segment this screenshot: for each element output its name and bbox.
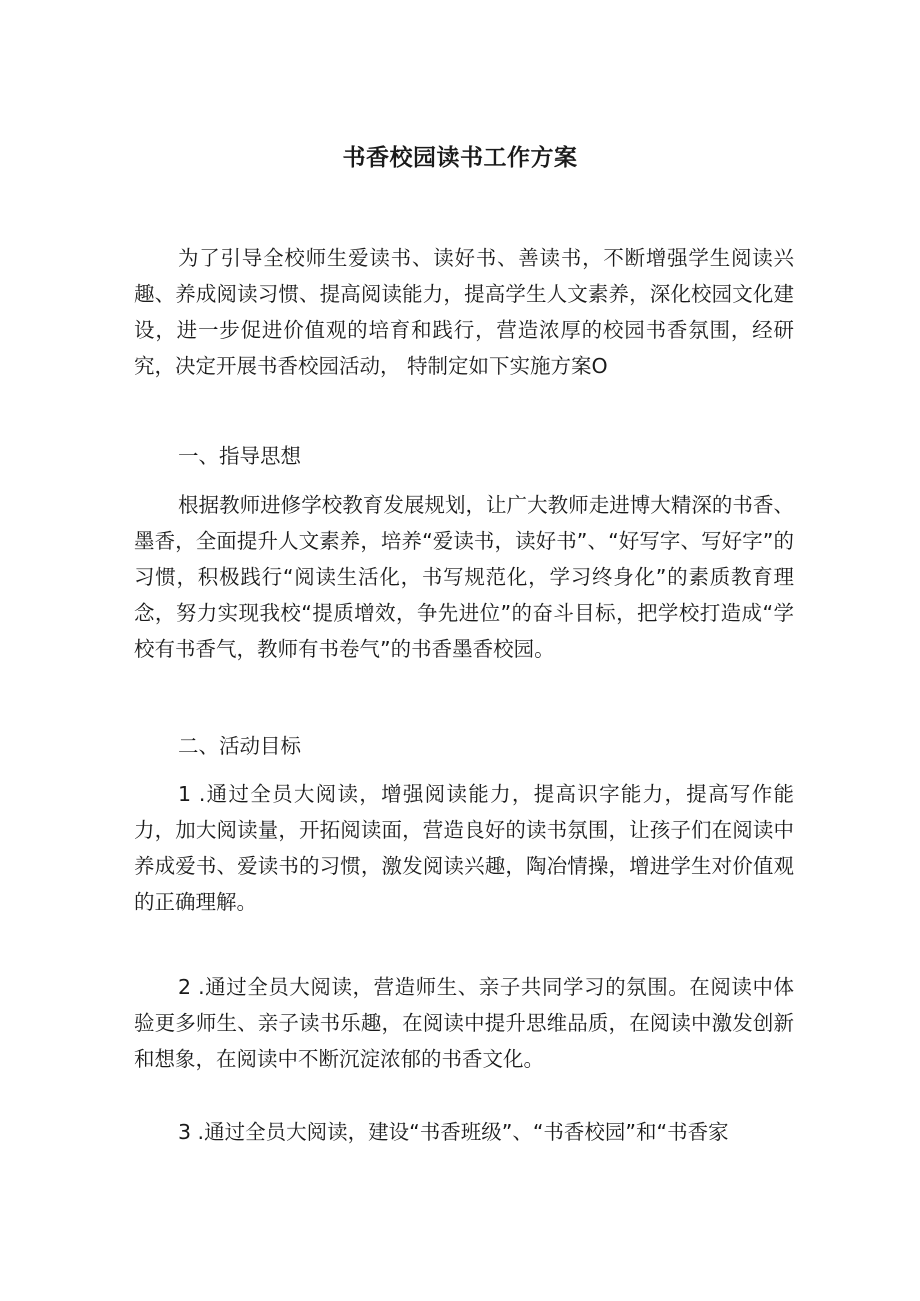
- section-heading-activity-goals: 二、活动目标: [178, 734, 301, 758]
- intro-paragraph: 为了引导全校师生爱读书、读好书、善读书，不断增强学生阅读兴趣、养成阅读习惯、提高阅读能力，提高学生人文素养，深化校园文化建设，进一步促进价值观的培育和践行，营造浓厚的校园书香氛围，经研究，决定开展书香校园活动， 特制定如下实施方案O: [134, 246, 794, 378]
- section-heading-guiding-ideology: 一、指导思想: [178, 444, 301, 468]
- guiding-ideology-paragraph: 根据教师进修学校教育发展规划，让广大教师走进博大精深的书香、墨香，全面提升人文素养，培养“爱读书，读好书”、“好写字、写好字”的习惯，积极践行“阅读生活化，书写规范化，学习终身化”的素质教育理念，努力实现我校“提质增效，争先进位”的奋斗目标，把学校打造成“学校有书香气，教师有书卷气”的书香墨香校园。: [134, 493, 794, 661]
- goal-paragraph-1: 1 .通过全员大阅读，增强阅读能力，提高识字能力，提高写作能力，加大阅读量，开拓阅读面，营造良好的读书氛围，让孩子们在阅读中养成爱书、爱读书的习惯，激发阅读兴趣，陶冶情操，增进学生对价值观的正确理解。: [134, 782, 794, 914]
- document-title: 书香校园读书工作方案: [342, 145, 578, 171]
- goal-paragraph-3: 3 .通过全员大阅读，建设“书香班级”、“书香校园”和“书香家: [178, 1120, 729, 1144]
- goal-paragraph-2: 2 .通过全员大阅读，营造师生、亲子共同学习的氛围。在阅读中体验更多师生、亲子读书乐趣，在阅读中提升思维品质，在阅读中激发创新和想象，在阅读中不断沉淀浓郁的书香文化。: [134, 975, 794, 1071]
